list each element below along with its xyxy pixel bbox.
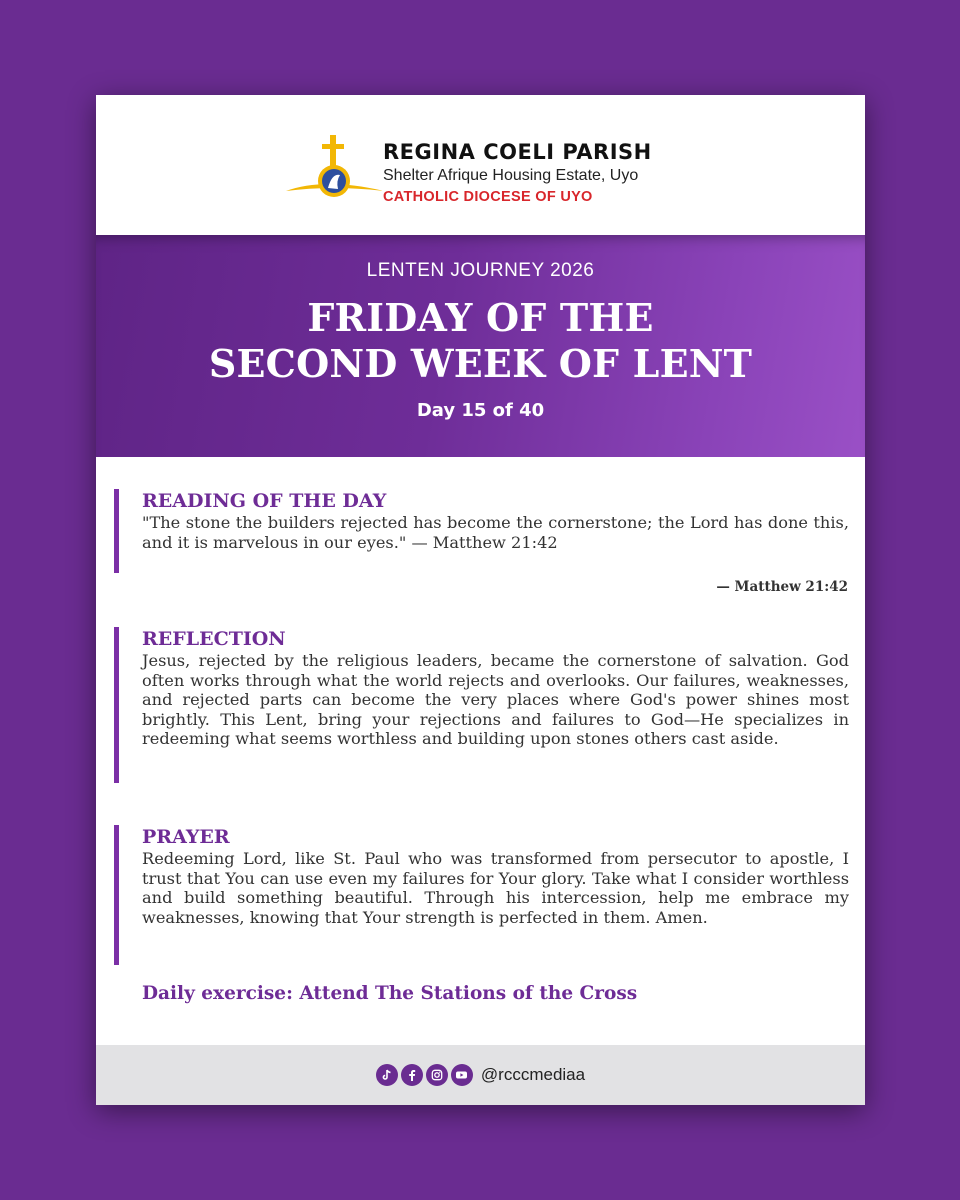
social-icons (376, 1064, 473, 1086)
banner-title-line2: SECOND WEEK OF LENT (208, 341, 753, 386)
reflection-text: Jesus, rejected by the religious leaders, became the cornerstone of salvation. God often works through what the world rejects and overlooks. Our failures, weaknesses, and rejected parts can become the very places where God's power shines most brightly. This Lent, bring your rejections and failures to God—He specializes in redeeming what seems worthless and building upon stones others cast aside. (142, 651, 849, 749)
social-handle[interactable]: @rcccmediaa (480, 1065, 586, 1084)
parish-logo (284, 133, 388, 211)
section-accent-bar (114, 489, 119, 573)
content-area (96, 457, 865, 1043)
section-accent-bar (114, 627, 119, 783)
reading-text: "The stone the builders rejected has become the cornerstone; the Lord has done this, and it is marvelous in our eyes." — Matthew 21:42 (142, 513, 849, 552)
day-counter: Day 15 of 40 (416, 400, 545, 421)
parish-address: Shelter Afrique Housing Estate, Uyo (383, 167, 639, 184)
footer-bar (96, 1045, 865, 1105)
facebook-icon[interactable] (401, 1064, 423, 1086)
banner-title (96, 295, 865, 387)
reading-citation: — Matthew 21:42 (716, 579, 848, 595)
reading-title: READING OF THE DAY (142, 490, 387, 512)
lenten-card (96, 95, 865, 1105)
section-accent-bar (114, 825, 119, 965)
parish-info (383, 139, 652, 207)
parish-header (96, 95, 865, 235)
youtube-icon[interactable] (451, 1064, 473, 1086)
prayer-text: Redeeming Lord, like St. Paul who was transformed from persecutor to apostle, I trust that You can use even my failures for Your glory. Take what I consider worthless and build something beautiful. Through his intercession, help me embrace my weaknesses, knowing that Your strength is perfected in them. Amen. (142, 849, 849, 927)
banner-title-line1: FRIDAY OF THE (307, 295, 654, 340)
instagram-icon[interactable] (426, 1064, 448, 1086)
parish-name: REGINA COELI PARISH (383, 140, 652, 164)
reflection-section (114, 627, 849, 783)
prayer-title: PRAYER (142, 826, 230, 848)
diocese-name: CATHOLIC DIOCESE OF UYO (383, 189, 593, 205)
title-banner (96, 235, 865, 457)
daily-exercise: Daily exercise: Attend The Stations of the Cross (142, 983, 638, 1004)
reading-section (114, 489, 849, 573)
prayer-section (114, 825, 849, 965)
tiktok-icon[interactable] (376, 1064, 398, 1086)
reflection-title: REFLECTION (142, 628, 286, 650)
banner-subtitle: LENTEN JOURNEY 2026 (366, 260, 595, 281)
